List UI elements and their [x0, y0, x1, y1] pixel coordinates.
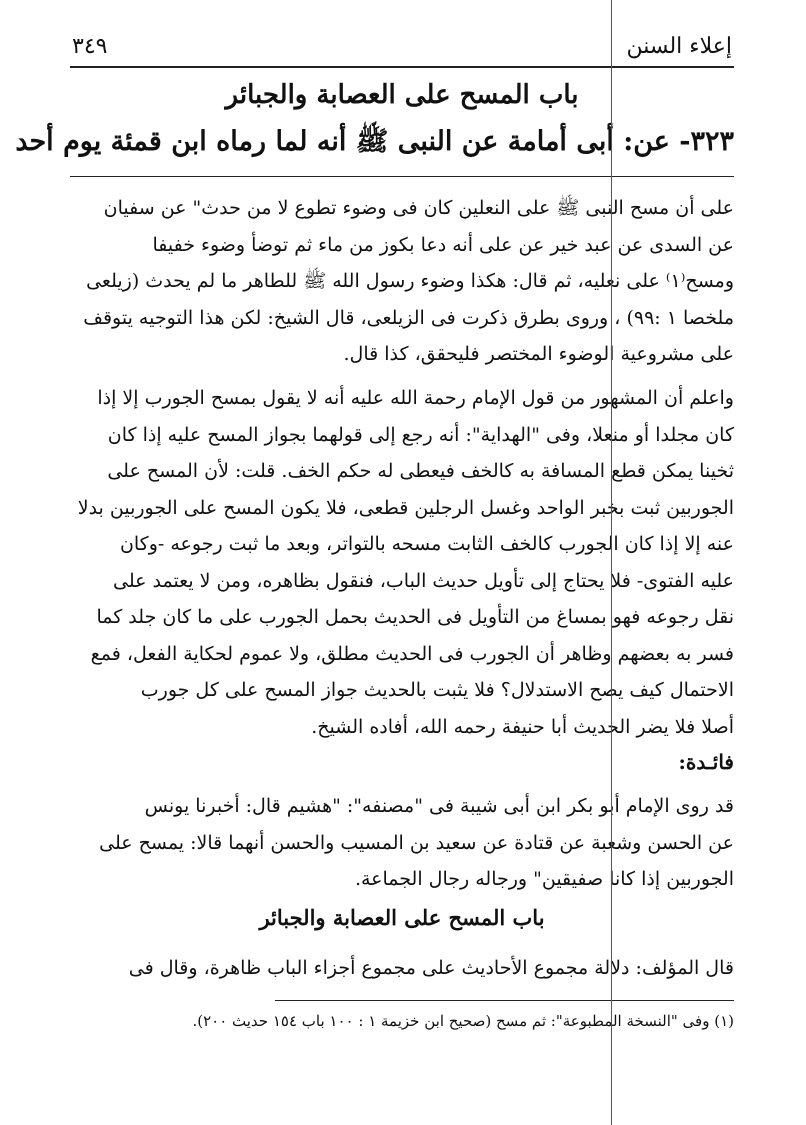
- main-divider: [70, 176, 734, 177]
- paragraph-1: [70, 190, 734, 373]
- text-line: عن الحسن وشعبة عن قتادة عن سعيد بن المسيب والحسن أنهما قالا: يمسح على: [99, 831, 734, 854]
- scan-fold-line: [611, 0, 612, 1125]
- header-divider: [70, 66, 734, 68]
- text-line: عن السدى عن عبد خير عن على أنه دعا بكوز من ماء ثم توضأ وضوء خفيفا: [152, 233, 734, 256]
- page-number: ٣٤٩: [72, 33, 108, 59]
- paragraph-4: [70, 950, 734, 987]
- paragraph-2: [70, 380, 734, 745]
- section-subtitle: باب المسح على العصابة والجبائر: [259, 905, 545, 930]
- text-line: نقل رجوعه فهو بمساغ من التأويل فى الحديث بحمل الجورب على ما كان جلد كما: [96, 606, 734, 628]
- text-line: على مشروعية الوضوء المختصر فليحقق، كذا قال.: [343, 343, 734, 365]
- chapter-title: باب المسح على العصابة والجبائر: [225, 80, 579, 110]
- book-title: إعلاء السنن: [626, 33, 732, 59]
- text-line: قال المؤلف: دلالة مجموع الأحاديث على مجموع أجزاء الباب ظاهرة، وقال فى: [128, 957, 734, 979]
- text-line: عليه الفتوى- فلا يحتاج إلى تأويل حديث الباب، فنقول بظاهره، ومن لا يعتمد على: [112, 569, 734, 592]
- hadith-line: ٣٢٣- عن: أبى أمامة عن النبى ﷺ أنه لما رماه ابن قمئة يوم أحد: [15, 126, 734, 157]
- text-line: عنه إلا إذا كان الجورب كالخف الثابت مسحه بالتواتر، وبعد ما ثبت رجوعه -وكان: [119, 533, 734, 555]
- text-line: ملخصا ١ :٩٩) ، وروى بطرق ذكرت فى الزيلعى، قال الشيخ: لكن هذا التوجيه يتوقف: [83, 306, 734, 329]
- text-line: أصلا فلا يضر الحديث أبا حنيفة رحمه الله، أفاده الشيخ.: [311, 715, 734, 738]
- text-line: ومسح⁽١⁾ على نعليه، ثم قال: هكذا وضوء رسول الله ﷺ للطاهر ما لم يحدث (زيلعى: [86, 270, 734, 292]
- faida-heading: فائـدة:: [678, 750, 734, 774]
- footnote-divider: [275, 1000, 734, 1001]
- text-line: واعلم أن المشهور من قول الإمام رحمة الله عليه أنه لا يقول بمسح الجورب إلا إذا: [97, 387, 734, 409]
- paragraph-3: [70, 788, 734, 898]
- text-line: على أن مسح النبى ﷺ على النعلين كان فى وضوء تطوع لا من حدث" عن سفيان: [103, 197, 734, 219]
- text-line: كان مجلدا أو منعلا، وفى "الهداية": أنه رجع إلى قولهما بجواز المسح عليه إذا كان: [107, 423, 734, 446]
- running-header: [72, 30, 732, 62]
- text-line: الجوربين إذا كانا صفيقين" ورجاله رجال الجماعة.: [354, 868, 734, 890]
- text-line: فسر به بعضهم وظاهر أن الجورب فى الحديث مطلق، ولا عموم لحكاية الفعل، فمع: [90, 642, 734, 665]
- text-line: الجوربين ثبت بخبر الواحد وغسل الرجلين قطعى، فلا يكون المسح على الجوربين بدلا: [77, 496, 734, 519]
- text-line: ثخينا يمكن قطع المسافة به كالخف فيعطى له حكم الخف. قلت: لأن المسح على: [107, 460, 734, 482]
- text-line: قد روى الإمام أبو بكر ابن أبى شيبة فى "مصنفه": "هشيم قال: أخبرنا يونس: [144, 795, 734, 817]
- text-line: الاحتمال كيف يصح الاستدلال؟ فلا يثبت بالحديث جواز المسح على كل جورب: [140, 679, 734, 701]
- footnote: (١) وفى "النسخة المطبوعة": ثم مسح (صحيح ابن خزيمة ١ : ١٠٠ باب ١٥٤ حديث ٢٠٠).: [192, 1012, 734, 1030]
